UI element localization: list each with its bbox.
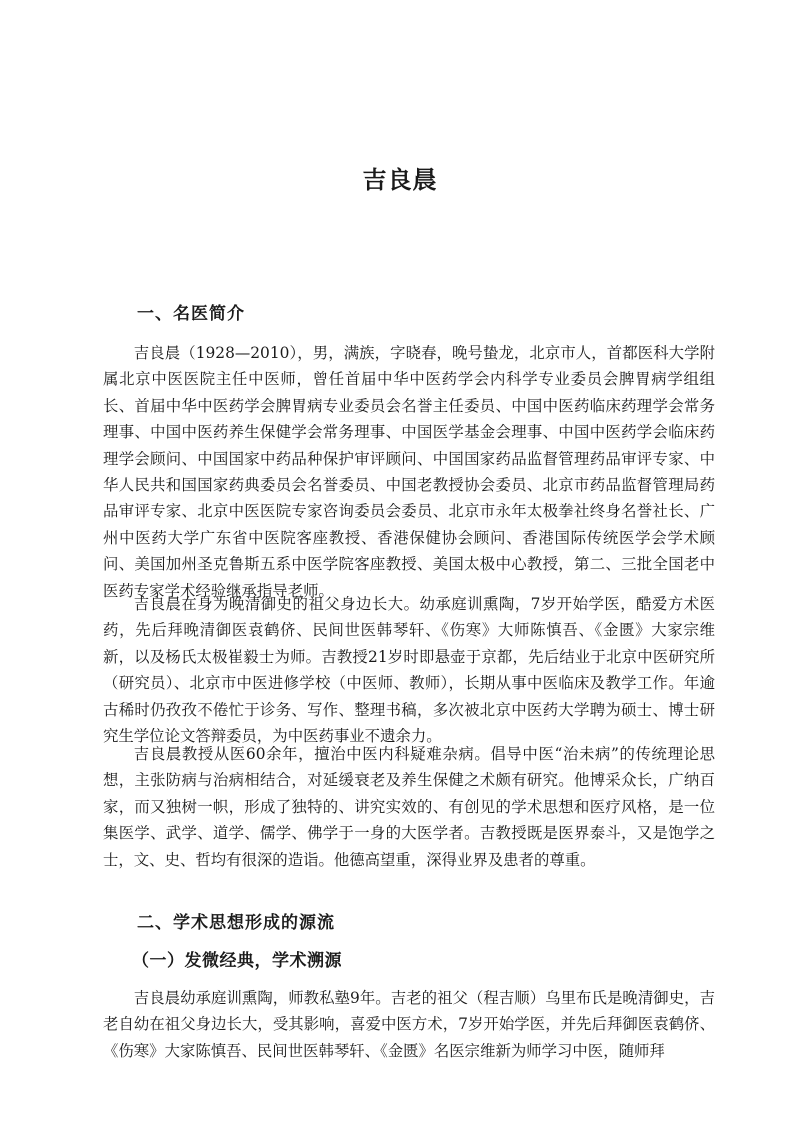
paragraph-biography-3: 吉良晨教授从医60余年，擅治中医内科疑难杂病。倡导中医“治未病”的传统理论思想，主张防病与治病相结合，对延缓衰老及养生保健之术颇有研究。他博采众长，广纳百家，而又独树一帜，形成了独特的、讲究实效的、有创见的学术思想和医疗风格，是一位集医学、武学、道学、儒学、佛学于一身的大医学者。吉教授既是医界泰斗，又是饱学之士，文、史、哲均有很深的造诣。他德高望重，深得业界及患者的尊重。 (103, 745, 715, 869)
subsection-heading-classics: （一）发微经典，学术溯源 (132, 951, 342, 971)
paragraph-origins-1: 吉良晨幼承庭训熏陶，师教私塾9年。吉老的祖父（程吉顺）乌里布氏是晚清御史，吉老自幼在祖父身边长大，受其影响，喜爱中医方术，7岁开始学医，并先后拜御医袁鹤侪、《伤寒》大家陈慎吾、民间世医韩琴轩、《金匮》名医宗维新为师学习中医，随师拜 (103, 989, 715, 1060)
paragraph-biography-2: 吉良晨在身为晚清御史的祖父身边长大。幼承庭训熏陶，7岁开始学医，酷爱方术医药，先后拜晚清御医袁鹤侪、民间世医韩琴轩、《伤寒》大师陈慎吾、《金匮》大家宗维新，以及杨氏太极崔毅士为师。吉教授21岁时即悬壶于京都，先后结业于北京中医研究所（研究员）、北京市中医进修学校（中医师、教师），长期从事中医临床及教学工作。年逾古稀时仍孜孜不倦忙于诊务、写作、整理书稿，多次被北京中医药大学聘为硕士、博士研究生学位论文答辩委员，为中医药事业不遗余力。 (103, 595, 715, 746)
page-title: 吉良晨 (362, 166, 438, 194)
paragraph-biography-1: 吉良晨（1928—2010），男，满族，字晓春，晚号蛰龙，北京市人，首都医科大学附属北京中医医院主任中医师，曾任首届中华中医药学会内科学专业委员会脾胃病学组组长、首届中华中医药学会脾胃病专业委员会名誉主任委员、中国中医药临床药理学会常务理事、中国中医药养生保健学会常务理事、中国医学基金会理事、中国中医药学会临床药理学会顾问、中国国家中药品种保护审评顾问、中国国家药品监督管理药品审评专家、中华人民共和国国家药典委员会名誉委员、中国老教授协会委员、北京市药品监督管理局药品审评专家、北京中医医院专家咨询委员会委员、北京市永年太极拳社终身名誉社长、广州中医药大学广东省中医院客座教授、香港保健协会顾问、香港国际传统医学会学术顾问、美国加州圣克鲁斯五系中医学院客座教授、美国太极中心教授，第二、三批全国老中医药专家学术经验继承指导老师。 (103, 344, 715, 600)
section-heading-origins: 二、学术思想形成的源流 (137, 913, 335, 933)
section-heading-biography: 一、名医简介 (137, 304, 245, 324)
